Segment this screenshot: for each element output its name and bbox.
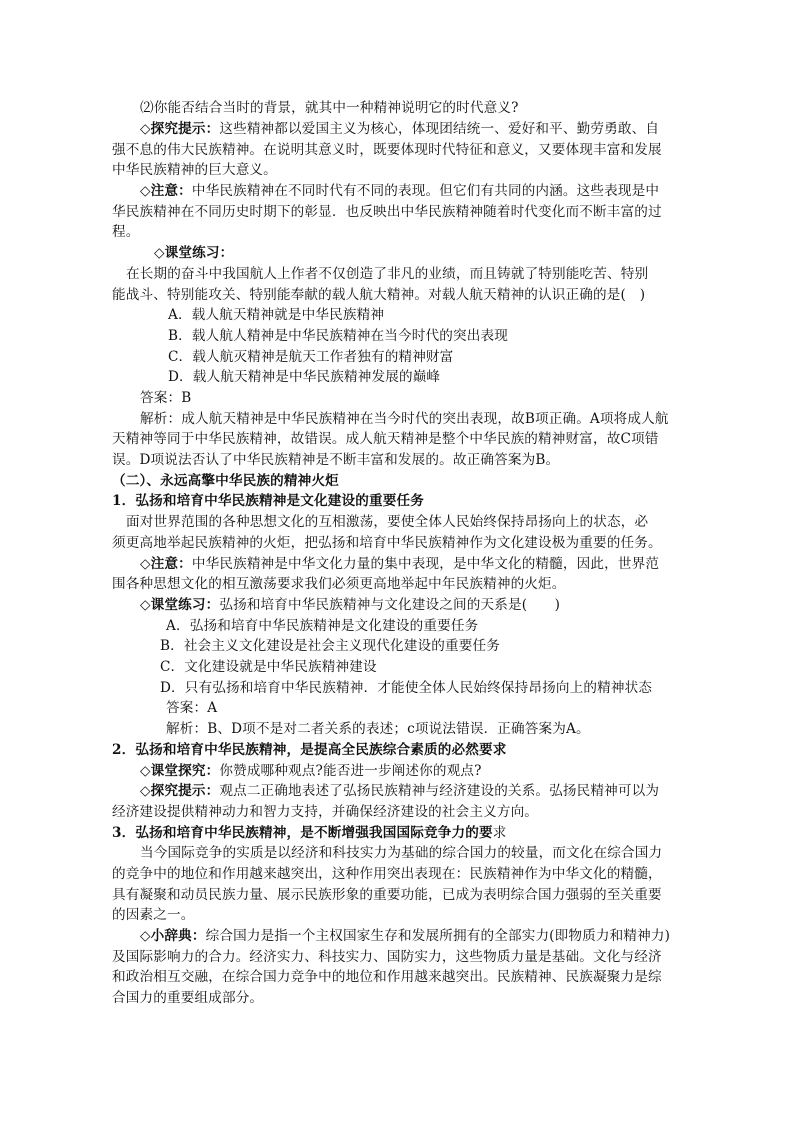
label-xiaocidian: ◇小辞典：	[140, 928, 206, 944]
text-line: 天精神等同于中华民族精神，故错误。成人航天精神是整个中华民族的精神财富，故C项错	[112, 431, 659, 447]
text-line: 误。D项说法否认了中华民族精神是不断丰富和发展的。故正确答案为B。	[112, 452, 560, 468]
text-line: 当今国际竞争的实质是以经济和科技实力为基础的综合国力的较量，而文化在综合国力	[140, 845, 663, 861]
label-lianxi: ◇课堂练习：	[140, 597, 220, 613]
option-line: B．载人航人精神是中华民族精神在当今时代的突出表现	[168, 328, 508, 344]
text-line: ◇小辞典：综合国力是指一个主权国家生存和发展所拥有的全部实力(即物质力和精神力)	[140, 928, 671, 944]
text-line: 解析：B、D项不是对二者关系的表述；c项说法错误．正确答案为A。	[166, 721, 590, 737]
text-line: 华民族精神在不同历史时期下的彰显．也反映出中华民族精神随着时代变化而不断丰富的过	[112, 204, 662, 220]
text-line: 合国力的重要组成部分。	[112, 990, 264, 1006]
label-lianxi: ◇课堂练习：	[154, 245, 234, 261]
text-line: ⑵你能否结合当时的背景，就其中一种精神说明它的时代意义?	[140, 100, 519, 116]
text-line: 及国际影响力的合力。经济实力、科技实力、国防实力，这些物质力量是基础。文化与经济	[112, 949, 662, 965]
option-line: B．社会主义文化建设是社会主义现代化建设的重要任务	[160, 638, 500, 654]
label-zhuyi: ◇注意：	[140, 556, 192, 572]
text-line: 须更高地举起民族精神的火炬，把弘扬和培育中华民族精神作为文化建设极为重要的任务。	[112, 535, 662, 551]
text-line: 在长期的奋斗中我国航人上作者不仅创造了非凡的业绩，而且铸就了特别能吃苦、特别	[126, 266, 649, 282]
text-line: 面对世界范围的各种思想文化的互相激荡，要使全体人民始终保持昂扬向上的状态，必	[126, 514, 649, 530]
text-line: 经济建设提供精神动力和智力支持，并确保经济建设的社会主义方向。	[112, 804, 539, 820]
text-line: 解析：成人航天精神是中华民族精神在当今时代的突出表现，故B项正确。A项将成人航	[140, 411, 669, 427]
section-heading: （二）、永远高擎中华民族的精神火炬	[112, 473, 339, 489]
label-zhuyi: ◇注意：	[140, 183, 192, 199]
label-ketang-tanjiu: ◇课堂探究：	[140, 763, 220, 779]
subsection-heading: 3．弘扬和培育中华民族精神，是不断增强我国国际竞争力的要求	[112, 825, 507, 841]
subsection-heading: 2．弘扬和培育中华民族精神，是提高全民族综合素质的必然要求	[112, 742, 507, 758]
text-line: 和政治相互交融，在综合国力竞争中的地位和作用越来越突出。民族精神、民族凝聚力是综	[112, 969, 662, 985]
option-line: A．载人航天精神就是中华民族精神	[168, 307, 385, 323]
text-line: 能战斗、特别能攻关、特别能奉献的载人航大精神。对载人航天精神的认识正确的是( )	[112, 287, 646, 303]
answer-line: 答案：B	[140, 390, 192, 406]
option-line: C．文化建设就是中华民族精神建设	[160, 659, 377, 675]
option-line: D．载人航天精神是中华民族精神发展的巅峰	[168, 369, 441, 385]
text-line: ◇注意：中华民族精神在不同时代有不同的表现。但它们有共同的内涵。这些表现是中	[140, 183, 660, 199]
label-tansuo: ◇探究提示：	[140, 121, 220, 137]
text-line: 围各种思想文化的相互激荡要求我们必须更高地举起中年民族精神的火炬。	[112, 576, 566, 592]
text-line: ◇注意：中华民族精神是中华文化力量的集中表现，是中华文化的精髓，因此，世界范	[140, 556, 660, 572]
text-line: 程。	[112, 224, 140, 240]
text-line: ◇探究提示：观点二正确地表述了弘扬民族精神与经济建设的关系。弘扬民精神可以为	[140, 783, 660, 799]
text-line: 的因素之一。	[112, 907, 195, 923]
text-line: ◇课堂练习：弘扬和培育中华民族精神与文化建设之间的天系是( )	[140, 597, 561, 613]
answer-line: 答案：A	[166, 700, 218, 716]
label-tansuo: ◇探究提示：	[140, 783, 220, 799]
text-line	[154, 243, 233, 263]
option-line: D．只有弘扬和培育中华民族精神．才能使全体人民始终保持昂扬向上的精神状态	[160, 680, 653, 696]
text-line: 中华民族精神的巨大意义。	[112, 162, 277, 178]
text-line: 强不息的伟大民族精神。在说明其意义时，既要体现时代特征和意义，又要体现丰富和发展	[112, 142, 662, 158]
text-line: 具有凝聚和动员民族力量、展示民族形象的重要功能，已成为表明综合国力强弱的至关重要	[112, 887, 662, 903]
text-line: 的竞争中的地位和作用越来越突出，这种作用突出表现在：民族精神作为中华文化的精髓，	[112, 866, 662, 882]
text-line: ◇探究提示：这些精神都以爱国主义为核心，体现团结统一、爱好和平、勤劳勇敢、自	[140, 121, 660, 137]
option-line: C．载人航灭精神是航天工作者独有的精神财富	[168, 349, 454, 365]
text-line: ◇课堂探究：你赞成哪种观点?能否进一步阐述你的观点?	[140, 763, 482, 779]
subsection-heading: 1．弘扬和培育中华民族精神是文化建设的重要任务	[112, 493, 424, 509]
option-line: A．弘扬和培育中华民族精神是文化建设的重要任务	[166, 618, 479, 634]
